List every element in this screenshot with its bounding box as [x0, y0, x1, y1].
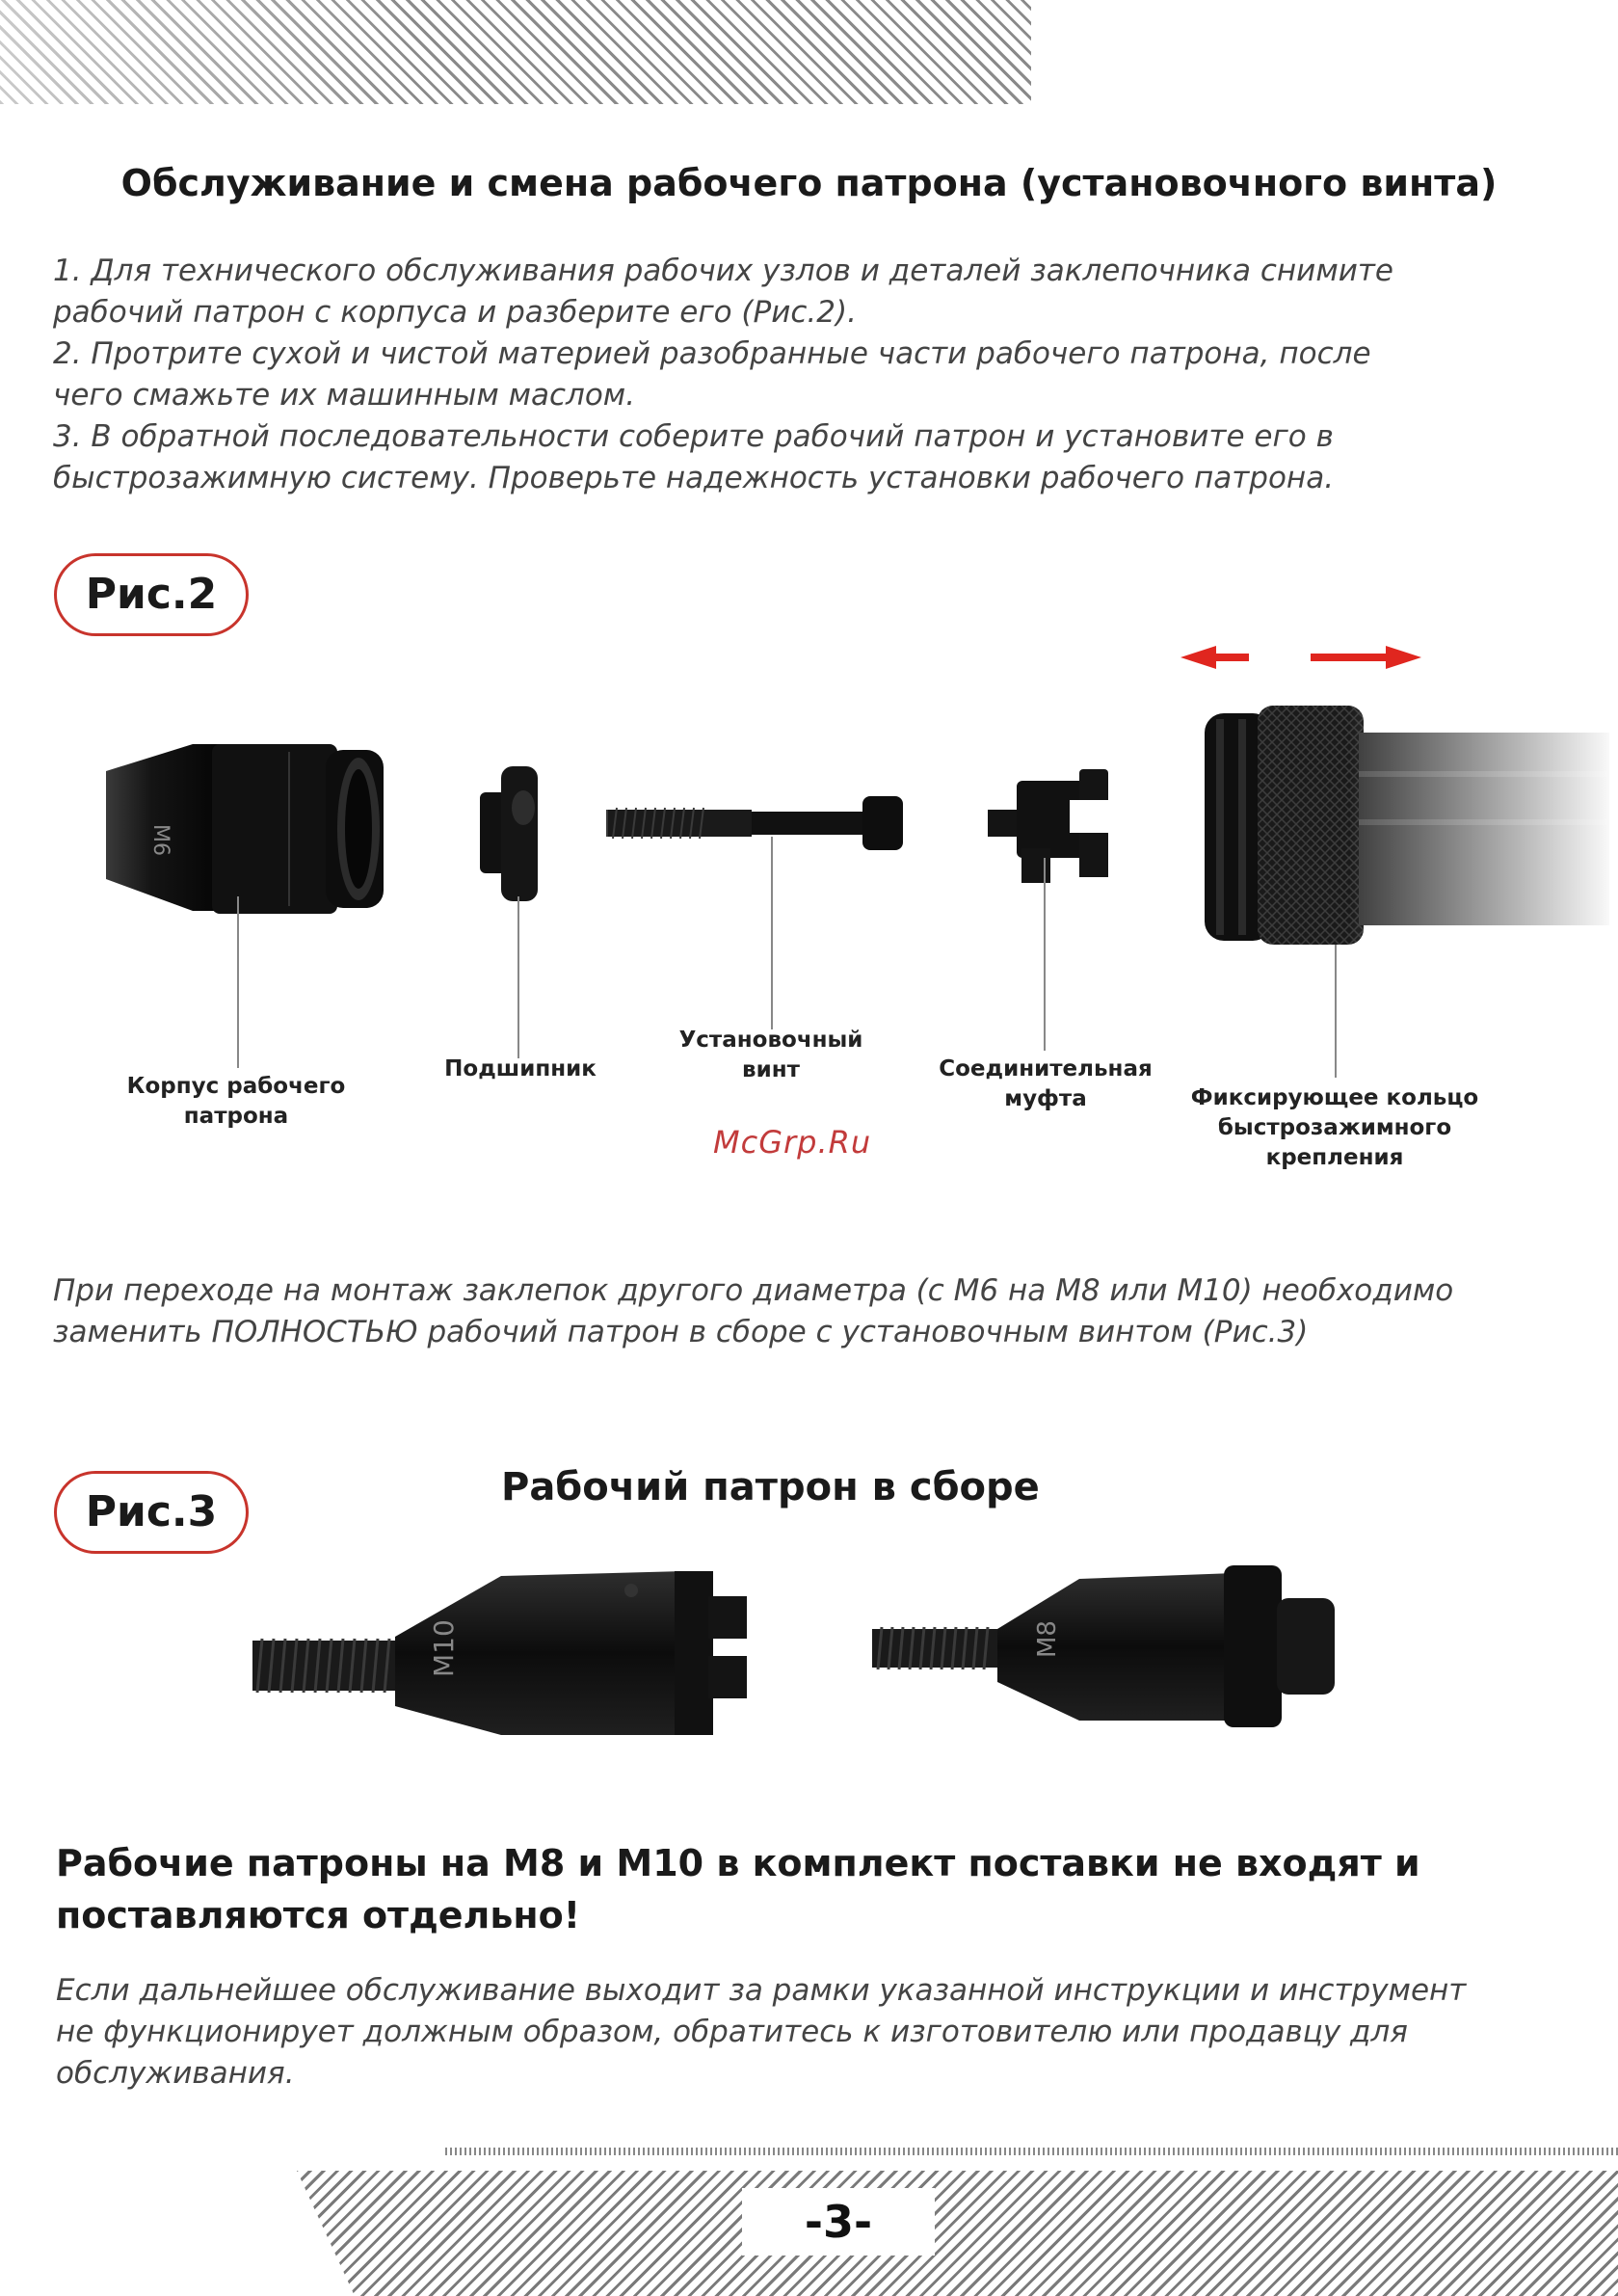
chuck-body-part: [106, 744, 384, 914]
arrow-left-icon: [1180, 646, 1249, 669]
note-line: При переходе на монтаж заклепок другого диаметра (с М6 на М8 или М10) необходимо: [53, 1273, 1454, 1308]
instructions-text: [53, 251, 1595, 499]
label-chuck-body: Корпус рабочего патрона: [126, 1074, 346, 1129]
figure2-illustration: [0, 627, 1618, 974]
figure3-illustration: [0, 1533, 1618, 1774]
leader-line: [1044, 858, 1046, 1051]
warning-line: Рабочие патроны на М8 и М10 в комплект поставки не входят и: [56, 1842, 1420, 1884]
chuck-m10-assembly: [252, 1571, 747, 1735]
note-line: заменить ПОЛНОСТЬЮ рабочий патрон в сборе с установочным винтом (Рис.3): [53, 1315, 1309, 1349]
label-set-screw: Установочный винт: [678, 1028, 863, 1082]
figure2-badge: Рис.2: [54, 553, 249, 636]
instruction-line: 1. Для технического обслуживания рабочих узлов и деталей заклепочника снимите: [53, 254, 1393, 288]
footer-dotted-line: [445, 2148, 1618, 2155]
footer-hatch-decoration: [297, 2171, 1618, 2296]
locking-ring-part: [1205, 684, 1618, 964]
watermark: McGrp.Ru: [713, 1124, 872, 1161]
m8-marking-text: M8: [1033, 1620, 1062, 1658]
warning-text: [56, 1837, 1420, 1941]
page-number: -3-: [742, 2188, 935, 2256]
instruction-line: быстрозажимную систему. Проверьте надежность установки рабочего патрона.: [53, 461, 1335, 495]
body-marking-text: M6: [148, 824, 172, 856]
instruction-line: чего смажьте их машинным маслом.: [53, 378, 636, 413]
service-note-line: Если дальнейшее обслуживание выходит за рамки указанной инструкции и инструмент: [56, 1973, 1467, 2008]
page-title: Обслуживание и смена рабочего патрона (установочного винта): [120, 162, 1498, 204]
service-note-line: обслуживания.: [56, 2056, 295, 2091]
set-screw-part: [607, 796, 903, 850]
figure3-subtitle: Рабочий патрон в сборе: [501, 1465, 1040, 1509]
note-text: [53, 1270, 1595, 1353]
service-note-line: не функционирует должным образом, обратитесь к изготовителю или продавцу для: [56, 2015, 1408, 2049]
service-note-text: [56, 1970, 1598, 2095]
leader-line: [237, 896, 239, 1068]
arrow-right-icon: [1311, 646, 1421, 669]
direction-arrows: [1180, 646, 1421, 669]
bearing-part: [480, 766, 538, 901]
label-coupling: Соединительная муфта: [939, 1056, 1153, 1111]
header-hatch-fade: [0, 0, 1031, 104]
coupling-part: [988, 769, 1108, 883]
warning-line: поставляются отдельно!: [56, 1894, 581, 1936]
instruction-line: 3. В обратной последовательности соберите рабочий патрон и установите его в: [53, 419, 1334, 454]
leader-line: [771, 837, 773, 1029]
label-locking-ring: Фиксирующее кольцо быстрозажимного крепления: [1190, 1085, 1479, 1170]
m10-marking-text: M10: [428, 1619, 460, 1677]
chuck-m8-assembly: [872, 1565, 1335, 1727]
instruction-line: 2. Протрите сухой и чистой материей разобранные части рабочего патрона, после: [53, 336, 1371, 371]
label-bearing: Подшипник: [444, 1056, 597, 1081]
figure3-badge: Рис.3: [54, 1471, 249, 1554]
instruction-line: рабочий патрон с корпуса и разберите его (Рис.2).: [53, 295, 857, 330]
leader-line: [1335, 945, 1337, 1078]
leader-line: [517, 896, 519, 1058]
